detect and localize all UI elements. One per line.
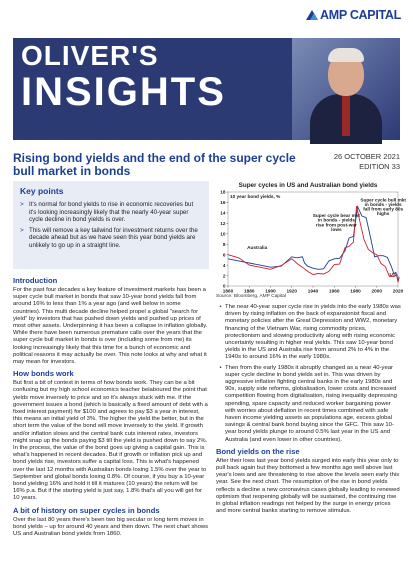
x-tick-label: 1980: [350, 288, 361, 294]
insights-banner: [13, 38, 400, 140]
key-points-box: [13, 181, 209, 269]
y-tick-label: 10: [220, 231, 226, 237]
chart-title: Super cycles in US and Australian bond yields: [238, 182, 378, 189]
series-label: Australia: [247, 244, 268, 250]
bullet-item: [216, 304, 401, 362]
document-date: 26 OCTOBER 2021: [333, 152, 400, 161]
x-tick-label: 1940: [307, 288, 319, 294]
y-tick-label: 8: [222, 241, 226, 247]
section-heading-bond-yields-rise: Bond yields on the rise: [216, 446, 300, 456]
right-column: [216, 304, 401, 518]
chart-source: Source: Bloomberg, AMP Capital: [216, 294, 287, 299]
y-tick-label: 18: [220, 189, 226, 195]
x-tick-label: 1880: [244, 288, 255, 294]
chart-annotation-line: highs: [376, 211, 390, 217]
logo-mark-icon: [306, 10, 318, 20]
history-paragraph: Over the last 80 years there's been two big secular or long term moves in bond yields – up for around 40 years and then down. The next chart shows US and Australian bond yields from 1860.: [13, 516, 209, 538]
section-heading-introduction: Introduction: [13, 276, 58, 285]
y-axis-label: 10 year bond yields, %: [230, 194, 281, 199]
chart-annotation-line: in bonds - yields: [364, 202, 402, 207]
left-column: [13, 274, 209, 541]
series-label: US: [389, 272, 397, 278]
bullet-item: [216, 365, 401, 444]
bond-yields-chart-svg: [214, 182, 406, 294]
key-points-heading: Key points: [20, 186, 64, 196]
document-edition: EDITION 33: [359, 162, 400, 171]
x-tick-label: 1960: [329, 288, 340, 294]
bullet-icon: •: [219, 304, 222, 310]
chart-annotation: [360, 197, 406, 216]
chart-annotation-line: rise from post-war: [315, 222, 357, 228]
amp-capital-logo: [306, 7, 406, 25]
y-tick-label: 12: [220, 221, 226, 227]
x-tick-label: 2000: [371, 288, 382, 294]
banner-title-insights: INSIGHTS: [21, 70, 226, 114]
chart-annotation-line: fall from early 80s: [363, 206, 404, 212]
x-tick-label: 1920: [286, 288, 297, 294]
brand-name: AMP CAPITAL: [320, 8, 401, 22]
key-point-item: [20, 201, 202, 224]
x-tick-label: 2020: [392, 288, 404, 294]
y-tick-label: 6: [222, 252, 226, 258]
bullet-text: Then from the early 1980s it abruptly changed as a near 40-year super cycle decline in bond yields set in. This was driven by aggressive inflation fighting central banks in the early 1980s and 90s, supply side reforms, globalisation, lower costs and increased competition flowing from digitalisation, rising inequality depressing spending, spare capacity and reduced worker bargaining power with worries about deflation in recent times combined with safe haven income yielding assets as populations age, excess global savings & central bank bond buying since the GFC. This saw 10-year bond yields plunge to around 0.5% last year in the US and Australia (and even lower in other countries).: [225, 364, 397, 443]
bond-yields-chart: [214, 182, 406, 302]
bond-yields-rise-paragraph: After their lows last year bond yields surged into early this year only to pull back again but they bottomed a few months ago well above last year's lows and are threatening to rise above the levels seen early this year. See the next chart. The resumption of the rise in bond yields reflects a decline a new coronavirus cases globally leading to renewed optimism that reopening globally will be sustained, the continuing rise in global inflation readings not helped by the surge in energy prices and more central banks starting to remove stimulus.: [216, 457, 400, 515]
key-point-item: [20, 227, 202, 250]
chevron-right-icon: >: [20, 226, 24, 234]
key-point-text: This will remove a key tailwind for investment returns over the decade ahead but as we have seen this year bond yields are unlikely to go up in a straight line.: [29, 226, 198, 249]
introduction-paragraph: For the past four decades a key feature of investment markets has been a super cycle bull market in bonds that saw 10-year bond yields fall from around 16% to less than 1% a year ago (and well below in some countries). This multi decade decline helped propel a global "search for yield" by investors that has pushed down yields and pushed up prices of most other assets. Underpinning it has been a collapse in inflation globally. While there have been numerous premature calls over the years that the super cycle bull market in bonds is over (including some from me) its looking increasingly likely that this time for a bunch of economic and political reasons it may actually be over. This note looks at why and what it may mean for investors.: [13, 287, 208, 366]
document-title: Rising bond yields and the end of the super cycle bull market in bonds: [13, 151, 296, 178]
y-tick-label: 14: [220, 210, 226, 216]
author-portrait: [292, 38, 400, 140]
key-point-text: It's normal for bond yields to rise in economic recoveries but it's looking increasingly likely that the nearly 40-year super cycle decline in bond yields is over.: [29, 201, 194, 224]
y-tick-label: 0: [222, 283, 226, 289]
x-tick-label: 1900: [265, 288, 276, 294]
y-tick-label: 2: [222, 273, 226, 279]
section-heading-how-bonds-work: How bonds work: [13, 369, 74, 379]
chevron-right-icon: >: [20, 201, 24, 208]
document-date-block: [334, 152, 400, 172]
x-tick-label: 1860: [222, 288, 234, 294]
y-tick-label: 4: [222, 262, 226, 268]
how-bonds-work-paragraph: But first a bit of context in terms of how bonds work. They can be a bit confusing but my high school economics teacher belaboured the point that yields move inversely to price and so it's always stuck with me. If the government issues a bond (which is basically a fixed amount of debt with a fixed interest payment) for $100 and agrees to pay $3 a year in interest, this means an initial yield of 3%. The higher the yield the better, but in the short term the value of the bond will move inversely to the yield. If growth and/or inflation slows and the central bank cuts interest rates, investors might snap up the bonds paying $3 till the yield is pushed down to say 2%. In the process, the value of the bond goes up giving a capital gain. This is what's happened in recent decades. But if growth or inflation pick up and bond yields rise, investors suffer a capital loss. This is what's happened over the last 12 months with Australian bonds losing 1.5% over the year to September and global bonds losing 0.8%. Of course, if you buy a 10-year bond yielding 16% and hold it till it matures (10 years) the return will be 16% p.a. But if the starting yield is just say, 1.8% that's all you will get for 10 years.: [13, 380, 208, 502]
chart-annotation-line: in bonds - yields: [317, 217, 355, 223]
section-heading-history: A bit of history on super cycles in bonds: [13, 505, 160, 515]
chart-annotation-line: Super cycle bull mkt: [360, 197, 406, 203]
bullet-text: The near 40-year super cycle rise in yields into the early 1980s was driven by rising inflation on the back of expansionist fiscal and monetary policies after the Great Depression and WW2, monetary financing of the Vietnam War, rising commodity prices, protectionism and slowing productivity along with rising economic uncertainty resulting in higher real yields. This saw 10-year bond yields in the US and Australia rise from around 2% to 4% in the 1940s to around 16% in the early 1980s.: [225, 304, 401, 361]
chart-annotation-line: lows: [331, 226, 342, 232]
banner-title-olivers: OLIVER'S: [21, 40, 159, 71]
y-tick-label: 16: [220, 200, 226, 206]
chart-annotation: [313, 213, 361, 232]
bullet-icon: •: [219, 364, 222, 371]
chart-annotation-line: Super cycle bear mkt: [312, 213, 360, 219]
